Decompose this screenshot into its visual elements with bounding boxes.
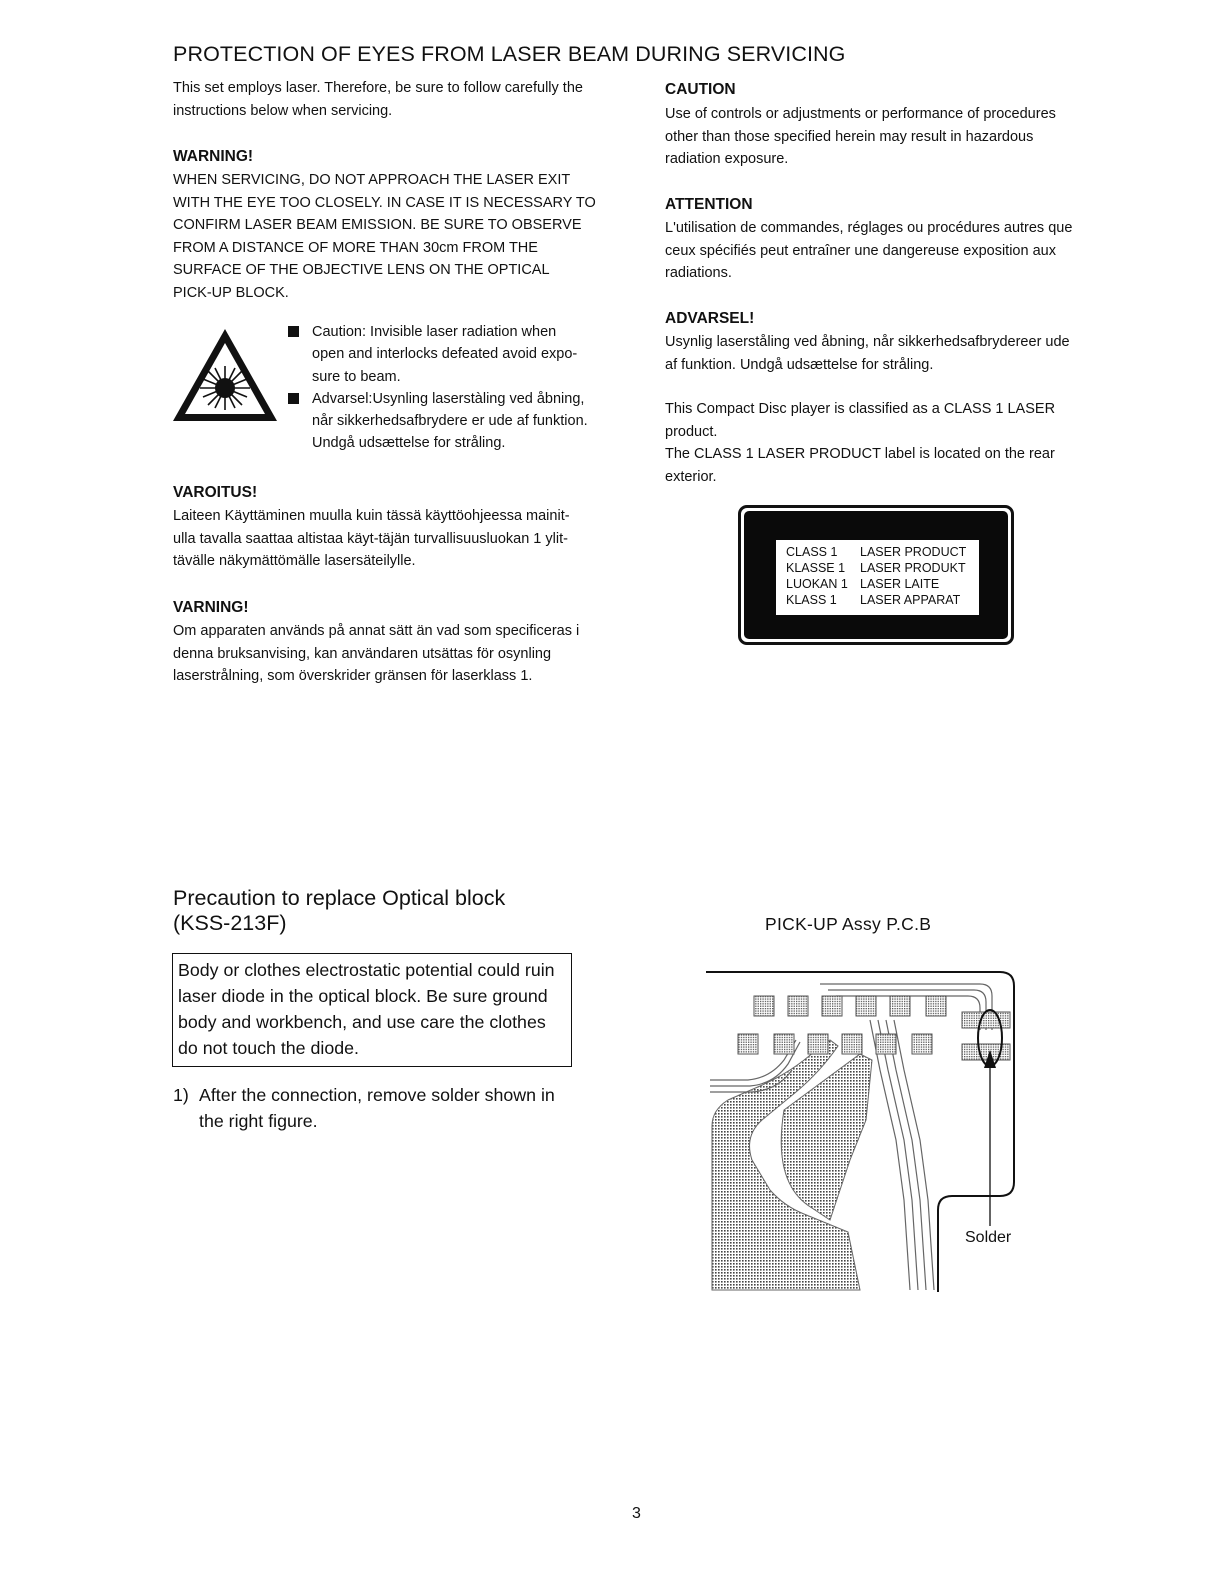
precaution-title — [173, 886, 505, 936]
page-title: PROTECTION OF EYES FROM LASER BEAM DURING SERVICING — [173, 42, 846, 66]
step-line: the right figure. — [199, 1111, 318, 1131]
varoitus-section — [173, 482, 633, 573]
warning-line: PICK-UP BLOCK. — [173, 284, 289, 301]
advarsel-heading: ADVARSEL! — [665, 310, 755, 327]
procedure-step — [173, 1082, 593, 1134]
label-product: LASER PRODUCT — [860, 545, 967, 559]
warning-line: WHEN SERVICING, DO NOT APPROACH THE LASER EXIT — [173, 172, 571, 188]
advarsel-section — [665, 308, 1095, 376]
warning-line: FROM A DISTANCE OF MORE THAN 30cm FROM THE — [173, 239, 538, 256]
varoitus-line: ulla tavalla saattaa altistaa käyt-täjän turvallisuusluokan 1 ylit- — [173, 530, 568, 547]
laser-label-text-area — [776, 540, 979, 615]
caution-line: Use of controls or adjustments or performance of procedures — [665, 106, 1056, 122]
varoitus-line: tävälle näkymättömälle lasersäteilylle. — [173, 553, 416, 569]
label-product: LASER PRODUKT — [860, 561, 966, 575]
precaution-title-line: Precaution to replace Optical block — [173, 886, 506, 910]
pcb-diagram — [700, 960, 1030, 1300]
varoitus-line: Laiteen Käyttäminen muulla kuin tässä käyttöohjeessa mainit- — [173, 508, 570, 524]
classification-line: product. — [665, 423, 718, 440]
classification-paragraph — [665, 398, 1095, 488]
list-item-line: Undgå udsættelse for stråling. — [312, 435, 506, 452]
list-item-line: open and interlocks defeated avoid expo- — [312, 346, 578, 363]
attention-line: ceux spécifiés peut entraîner une dangereuse exposition aux — [665, 242, 1056, 259]
advarsel-line: Usynlig laserståling ved åbning, når sikkerhedsafbrydereer ude — [665, 334, 1070, 350]
label-product: LASER LAITE — [860, 577, 940, 591]
intro-line: This set employs laser. Therefore, be sure to follow carefully the — [173, 80, 583, 96]
warning-line: CONFIRM LASER BEAM EMISSION. BE SURE TO OBSERVE — [173, 217, 582, 233]
precaution-title-line: (KSS-213F) — [173, 911, 287, 935]
warning-line: SURFACE OF THE OBJECTIVE LENS ON THE OPTICAL — [173, 262, 550, 278]
pcb-figure-title: PICK-UP Assy P.C.B — [765, 914, 932, 934]
varning-line: denna bruksanvising, kan användaren utsättas för osynling — [173, 645, 552, 662]
solder-label: Solder — [965, 1229, 1012, 1246]
list-item-line: Advarsel:Usynling laserstàling ved åbning, — [312, 390, 585, 407]
warning-heading: WARNING! — [173, 148, 254, 165]
attention-section — [665, 194, 1095, 285]
warning-line: WITH THE EYE TOO CLOSELY. IN CASE IT IS NECESSARY TO — [173, 194, 596, 211]
label-class: KLASS 1 — [786, 593, 837, 607]
list-item-line: sure to beam. — [312, 368, 401, 385]
advarsel-line: af funktion. Undgå udsættelse for stråling. — [665, 356, 934, 373]
esd-notice-box — [172, 953, 572, 1067]
varoitus-heading: VAROITUS! — [173, 484, 258, 501]
bullet-square-icon — [288, 393, 299, 404]
list-item — [288, 321, 608, 388]
intro-paragraph — [173, 77, 633, 122]
step-line: After the connection, remove solder shown in — [199, 1085, 555, 1105]
list-item-line: Caution: Invisible laser radiation when — [312, 324, 557, 340]
esd-notice-line: body and workbench, and use care the clothes — [178, 1012, 546, 1032]
label-class: LUOKAN 1 — [786, 577, 848, 591]
esd-notice-line: laser diode in the optical block. Be sure ground — [178, 986, 548, 1006]
esd-notice-line: Body or clothes electrostatic potential could ruin — [178, 960, 555, 980]
list-item — [288, 388, 608, 455]
varning-line: Om apparaten används på annat sätt än vad som specificeras i — [173, 623, 580, 639]
varning-heading: VARNING! — [173, 599, 249, 616]
label-product: LASER APPARAT — [860, 593, 961, 607]
list-item-line: når sikkerhedsafbrydere er ude af funktion. — [312, 413, 588, 430]
varning-line: laserstrålning, som överskrider gränsen för laserklass 1. — [173, 668, 533, 684]
caution-heading: CAUTION — [665, 81, 736, 98]
classification-line: This Compact Disc player is classified as a CLASS 1 LASER — [665, 401, 1056, 417]
laser-caution-list — [288, 321, 608, 455]
intro-line: instructions below when servicing. — [173, 102, 393, 119]
laser-warning-icon — [170, 326, 280, 424]
label-class: CLASS 1 — [786, 545, 838, 559]
page-number: 3 — [632, 1505, 641, 1522]
label-class: KLASSE 1 — [786, 561, 846, 575]
classification-line: exterior. — [665, 468, 717, 485]
esd-notice-line: do not touch the diode. — [178, 1038, 359, 1058]
caution-section — [665, 79, 1095, 171]
attention-line: L'utilisation de commandes, réglages ou procédures autres que — [665, 220, 1073, 236]
bullet-square-icon — [288, 326, 299, 337]
attention-line: radiations. — [665, 265, 732, 281]
step-number: 1) — [173, 1085, 189, 1105]
classification-line: The CLASS 1 LASER PRODUCT label is located on the rear — [665, 446, 1055, 462]
attention-heading: ATTENTION — [665, 196, 753, 213]
varning-section — [173, 597, 633, 688]
caution-line: other than those specified herein may result in hazardous — [665, 128, 1034, 145]
warning-section — [173, 146, 633, 304]
caution-line: radiation exposure. — [665, 151, 789, 167]
